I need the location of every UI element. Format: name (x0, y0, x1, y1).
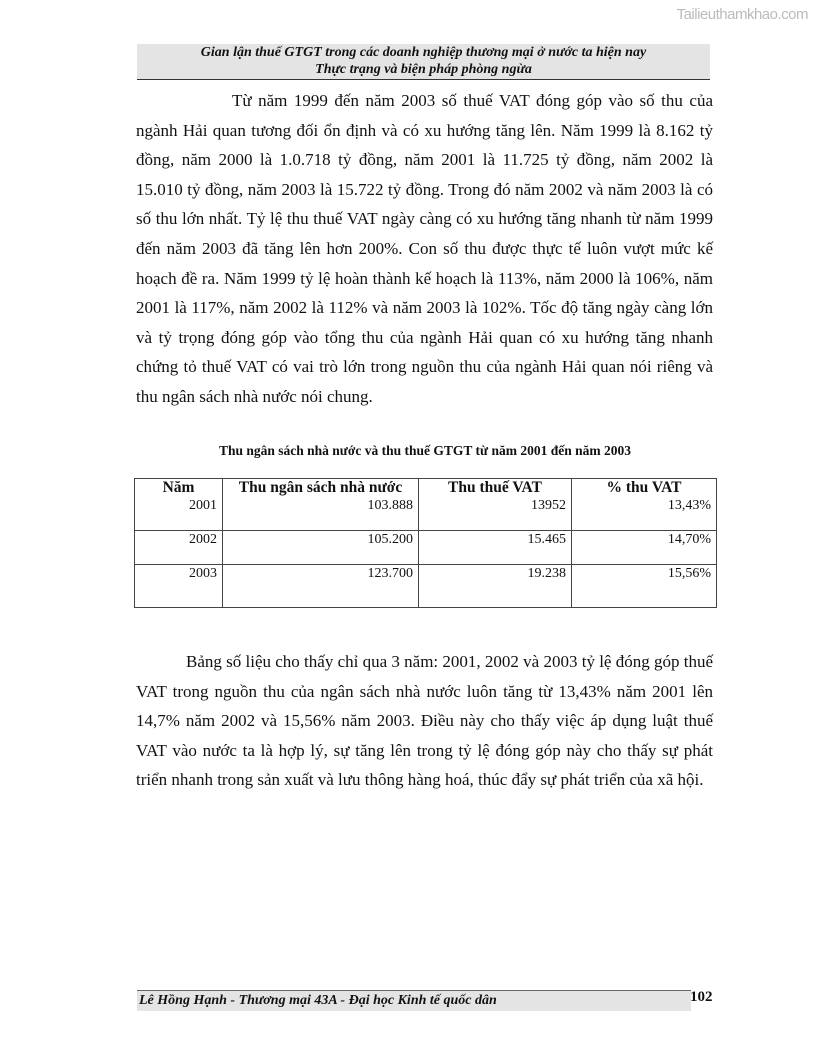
cell: 13952 (419, 497, 572, 531)
data-table (134, 478, 717, 608)
paragraph-2: Bảng số liệu cho thấy chỉ qua 3 năm: 2001, 2002 và 2003 tỷ lệ đóng góp thuế VAT trong nguồn thu của ngân sách nhà nước luôn tăng từ 13,43% năm 2001 lên 14,7% năm 2002 và 15,56% năm 2003. Điều này cho thấy việc áp dụng luật thuế VAT vào nước ta là hợp lý, sự tăng lên trong tỷ lệ đóng góp này cho thấy sự phát triển nhanh trong sản xuất và lưu thông hàng hoá, thúc đẩy sự phát triển của xã hội. (136, 652, 713, 790)
cell: 103.888 (223, 497, 419, 531)
table-row (135, 531, 717, 565)
cell: 13,43% (572, 497, 717, 531)
header-title: Gian lận thuế GTGT trong các doanh nghiệp thương mại ở nước ta hiện nay (200, 45, 647, 60)
cell: 15.465 (419, 531, 572, 565)
page-header (137, 44, 710, 80)
table-row (135, 565, 717, 608)
cell: 2003 (135, 565, 223, 608)
col-header: Thu thuế VAT (419, 479, 572, 498)
page-footer: Lê Hồng Hạnh - Thương mại 43A - Đại học Kinh tế quốc dân (137, 990, 691, 1011)
col-header: Thu ngân sách nhà nước (223, 479, 419, 498)
paragraph-1: Từ năm 1999 đến năm 2003 số thuế VAT đóng góp vào số thu của ngành Hải quan tương đối ổn định và có xu hướng tăng lên. Năm 1999 là 8.162 tỷ đồng, năm 2000 là 1.0.718 tỷ đồng, năm 2001 là 11.725 tỷ đồng, năm 2002 là 15.010 tỷ đồng, năm 2003 là 15.722 tỷ đồng. Trong đó năm 2002 và năm 2003 là có số thu lớn nhất. Tỷ lệ thu thuế VAT ngày càng có xu hướng tăng nhanh từ năm 1999 đến năm 2003 đã tăng lên hơn 200%. Con số thu được thực tế luôn vượt mức kế hoạch đề ra. Năm 1999 tỷ lệ hoàn thành kế hoạch là 113%, năm 2000 là 106%, năm 2001 là 117%, năm 2002 là 112% và năm 2003 là 102%. Tốc độ tăng ngày càng lớn và tỷ trọng đóng góp vào tổng thu của ngành Hải quan có xu hướng tăng nhanh chứng tỏ thuế VAT có vai trò lớn trong nguồn thu của ngành Hải quan nói riêng và thu ngân sách nhà nước nói chung. (136, 91, 713, 406)
cell: 2001 (135, 497, 223, 531)
col-header: Năm (135, 479, 223, 498)
cell: 15,56% (572, 565, 717, 608)
cell: 19.238 (419, 565, 572, 608)
cell: 2002 (135, 531, 223, 565)
page-number: 102 (690, 989, 713, 1005)
table-row (135, 497, 717, 531)
cell: 105.200 (223, 531, 419, 565)
table-caption: Thu ngân sách nhà nước và thu thuế GTGT từ năm 2001 đến năm 2003 (218, 443, 632, 458)
header-subtitle: Thực trạng và biện pháp phòng ngừa (315, 62, 532, 77)
cell: 123.700 (223, 565, 419, 608)
watermark: Tailieuthamkhao.com (676, 6, 808, 23)
col-header: % thu VAT (572, 479, 717, 498)
table-header-row (135, 479, 717, 498)
cell: 14,70% (572, 531, 717, 565)
